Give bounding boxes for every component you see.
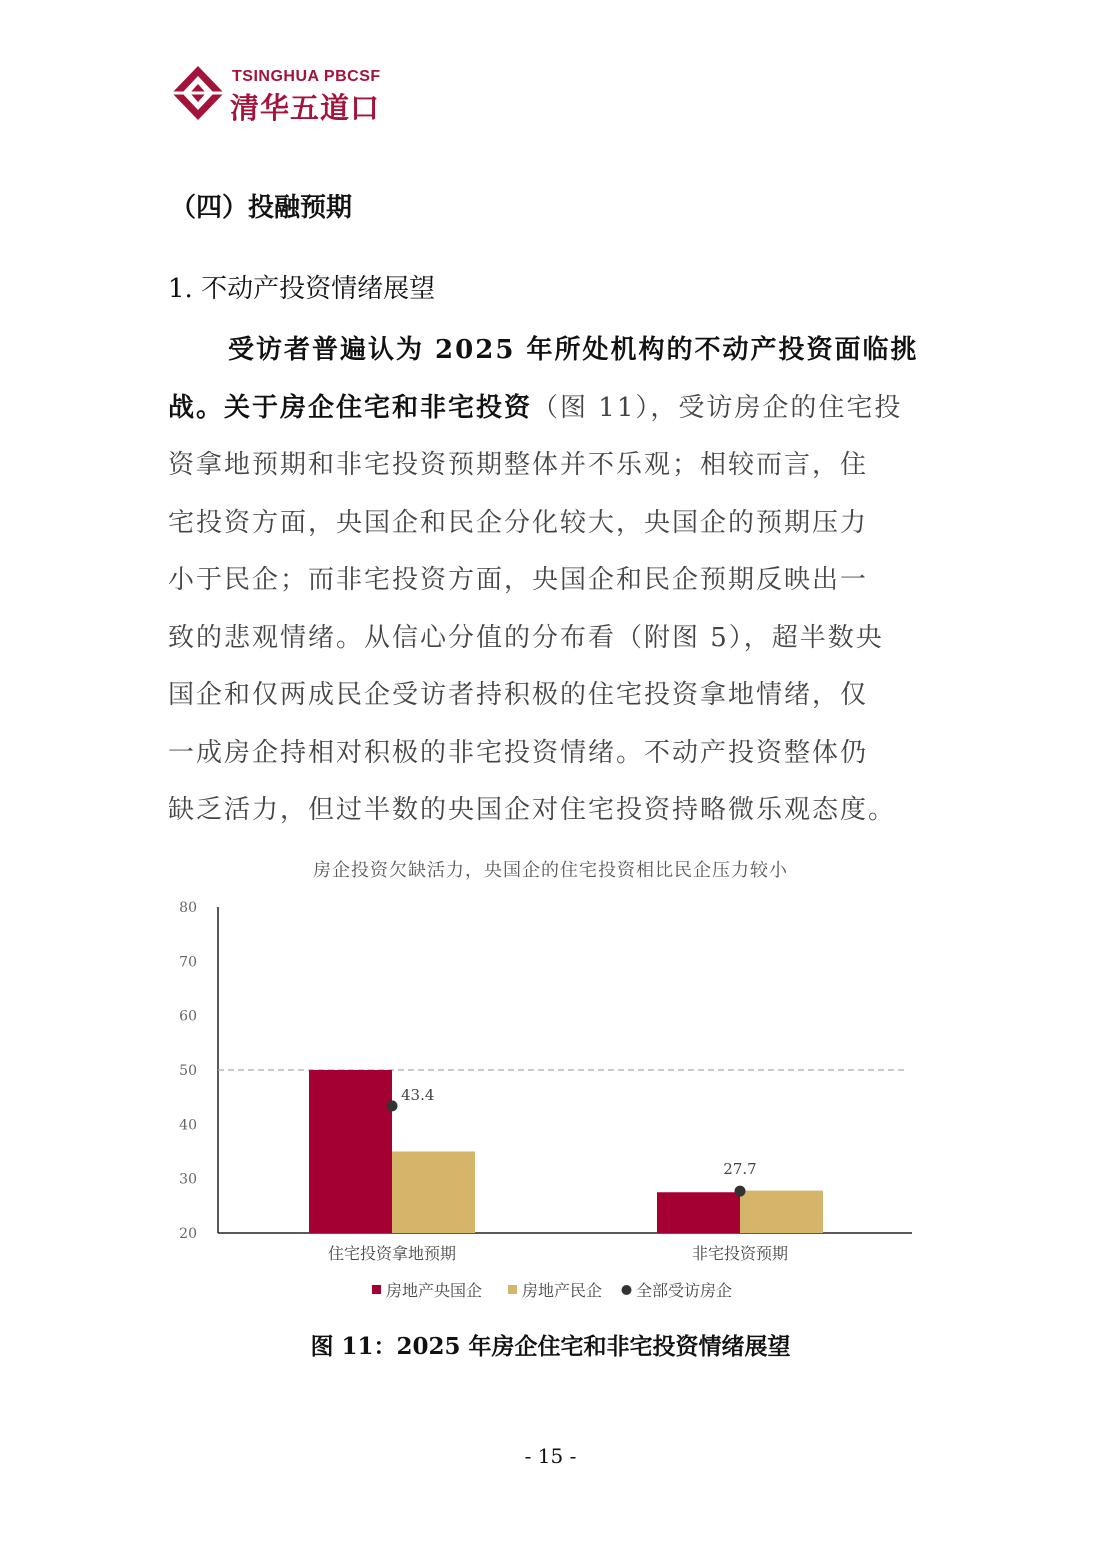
legend-swatch <box>372 1285 381 1294</box>
overall-dot <box>735 1186 746 1197</box>
legend-label: 房地产央国企 <box>386 1281 483 1300</box>
paragraph-line: 战。关于房企住宅和非宅投资（图 11），受访房企的住宅投 <box>168 392 903 423</box>
legend-label: 全部受访房企 <box>636 1281 733 1300</box>
logo-chinese-name: 清华五道口 <box>230 91 381 125</box>
data-label: 27.7 <box>723 1160 757 1179</box>
y-tick-label: 70 <box>179 954 197 971</box>
paragraph-line: 国企和仅两成民企受访者持积极的住宅投资拿地情绪，仅 <box>168 680 869 710</box>
paragraph-line: 受访者普遍认为 2025 年所处机构的不动产投资面临挑 <box>228 335 919 365</box>
section-heading: （四）投融预期 <box>170 193 353 223</box>
bar-soe-1 <box>657 1192 740 1233</box>
paragraph-line: 小于民企；而非宅投资方面，央国企和民企预期反映出一 <box>168 565 869 595</box>
bar-private-0 <box>392 1152 475 1234</box>
y-tick-label: 60 <box>179 1008 197 1025</box>
figure-caption: 图 11：2025 年房企住宅和非宅投资情绪展望 <box>310 1333 791 1360</box>
x-category-label: 非宅投资预期 <box>691 1244 789 1263</box>
y-tick-label: 30 <box>179 1171 197 1188</box>
overall-dot <box>387 1100 398 1111</box>
paragraph-line: 宅投资方面，央国企和民企分化较大，央国企的预期压力 <box>168 507 869 538</box>
y-tick-label: 40 <box>179 1117 197 1134</box>
paragraph-line: 致的悲观情绪。从信心分值的分布看（附图 5），超半数央 <box>168 622 884 653</box>
logo-english-name: TSINGHUA PBCSF <box>232 68 381 85</box>
chart-title: 房企投资欠缺活力，央国企的住宅投资相比民企压力较小 <box>313 860 788 881</box>
legend-label: 房地产民企 <box>522 1281 603 1300</box>
legend-swatch <box>622 1285 632 1295</box>
y-tick-label: 80 <box>179 900 197 916</box>
sub-heading: 1. 不动产投资情绪展望 <box>168 274 436 304</box>
bar-soe-0 <box>309 1070 392 1233</box>
y-tick-label: 50 <box>179 1063 197 1079</box>
paragraph-line: 缺乏活力，但过半数的央国企对住宅投资持略微乐观态度。 <box>168 795 897 825</box>
paragraph-line: 一成房企持相对积极的非宅投资情绪。不动产投资整体仍 <box>168 737 869 768</box>
paragraph-line: 资拿地预期和非宅投资预期整体并不乐观；相较而言，住 <box>168 450 869 480</box>
bar-private-1 <box>740 1191 823 1233</box>
data-label: 43.4 <box>401 1085 435 1104</box>
page-number: - 15 - <box>524 1444 577 1468</box>
x-category-label: 住宅投资拿地预期 <box>327 1244 457 1263</box>
legend-swatch <box>508 1285 517 1294</box>
y-tick-label: 20 <box>179 1226 197 1242</box>
